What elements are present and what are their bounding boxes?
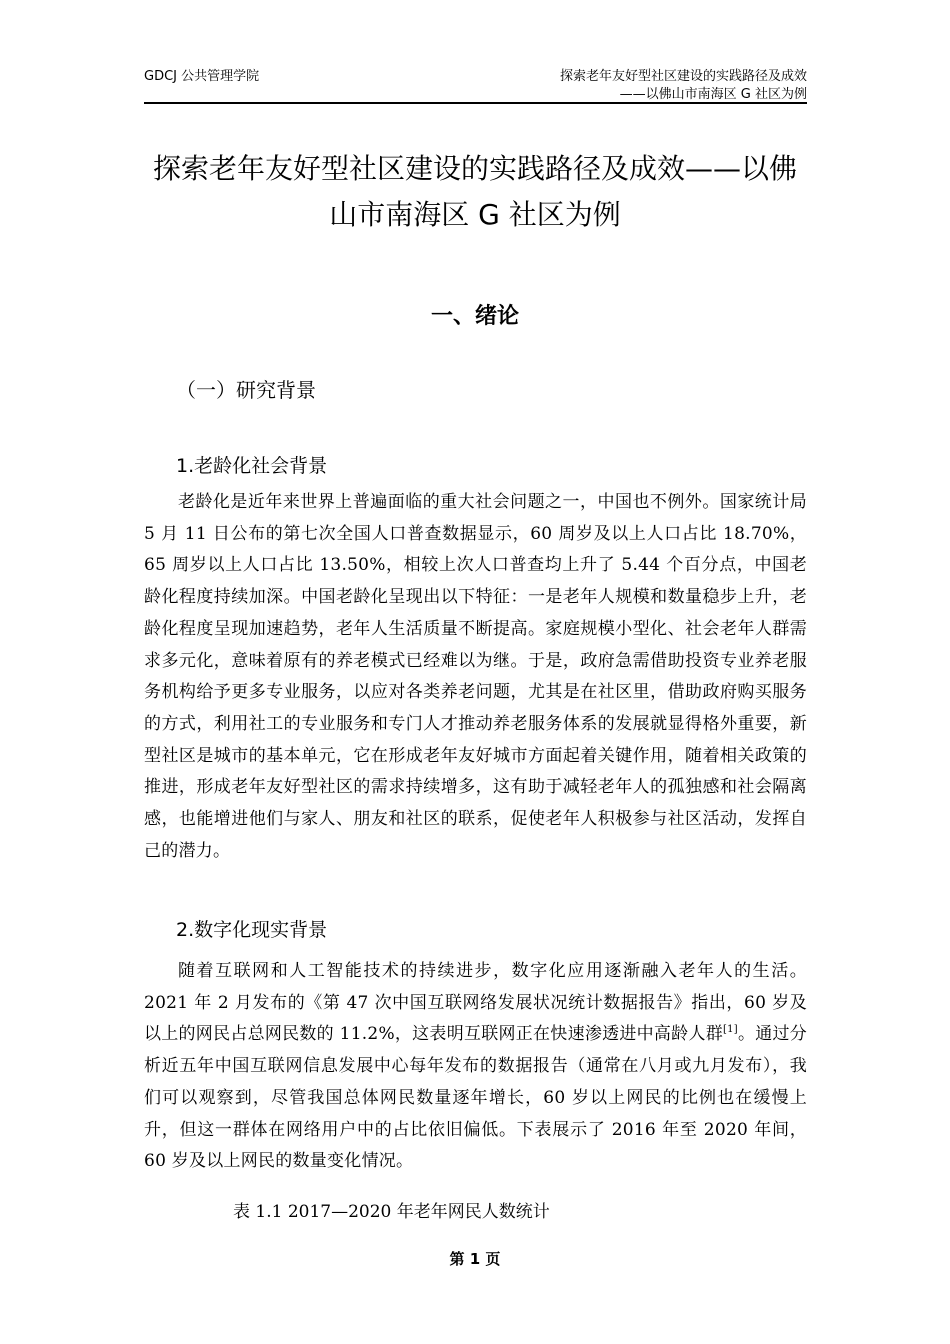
chapter-heading: 一、绪论 (430, 304, 519, 329)
subsection-heading-digital: 2.数字化现实背景 (176, 919, 328, 941)
paper-title (130, 146, 820, 238)
header-running-title (560, 68, 807, 104)
citation-reference[interactable]: [1] (723, 1024, 738, 1036)
header-institution: GDCJ 公共管理学院 (144, 69, 260, 84)
paragraph-digital-part2: 。通过分析近五年中国互联网信息发展中心每年发布的数据报告（通常在八月或九月发布），我们可以观察到，尽管我国总体网民数量逐年增长，60 岁以上网民的比例也在缓慢上升，但这一群体在网络用户中的占比依旧偏低。下表展示了 2016 年至 2020 年间，60 岁及以上网民的数量变化情况。 (144, 1024, 807, 1172)
header-divider (144, 102, 807, 104)
header-running-title-line2: ——以佛山市南海区 G 社区为例 (619, 87, 807, 102)
subsection-heading-aging: 1.老龄化社会背景 (176, 455, 328, 477)
table-caption: 表 1.1 2017—2020 年老年网民人数统计 (233, 1202, 550, 1222)
paragraph-aging-background: 老龄化是近年来世界上普遍面临的重大社会问题之一，中国也不例外。国家统计局 5 月 11 日公布的第七次全国人口普查数据显示，60 周岁及以上人口占比 18.70%，65 周岁以上人口占比 13.50%，相较上次人口普查均上升了 5.44 个百分点，中国老龄化程度持续加深。中国老龄化呈现出以下特征：一是老年人规模和数量稳步上升，老龄化程度呈现加速趋势，老年人生活质量不断提高。家庭规模小型化、社会老年人群需求多元化，意味着原有的养老模式已经难以为继。于是，政府急需借助投资专业养老服务机构给予更多专业服务，以应对各类养老问题，尤其是在社区里，借助政府购买服务的方式，利用社工的专业服务和专门人才推动养老服务体系的发展就显得格外重要，新型社区是城市的基本单元，它在形成老年友好城市方面起着关键作用，随着相关政策的推进，形成老年友好型社区的需求持续增多，这有助于减轻老年人的孤独感和社会隔离感，也能增进他们与家人、朋友和社区的联系，促使老年人积极参与社区活动，发挥自己的潜力。 (144, 492, 807, 861)
header-running-title-line1: 探索老年友好型社区建设的实践路径及成效 (559, 69, 807, 84)
paragraph-digital-part1: 随着互联网和人工智能技术的持续进步，数字化应用逐渐融入老年人的生活。2021 年 2 月发布的《第 47 次中国互联网络发展状况统计数据报告》指出，60 岁及以上的网民占总网民数的 11.2%，这表明互联网正在快速渗透进中高龄人群 (144, 961, 807, 1045)
paper-title-line2: 山市南海区 G 社区为例 (329, 198, 621, 231)
page-number: 第 1 页 (449, 1250, 501, 1268)
paper-title-line1: 探索老年友好型社区建设的实践路径及成效——以佛 (152, 152, 797, 185)
section-heading: （一）研究背景 (176, 378, 316, 402)
paragraph-digital-background (144, 956, 807, 1178)
